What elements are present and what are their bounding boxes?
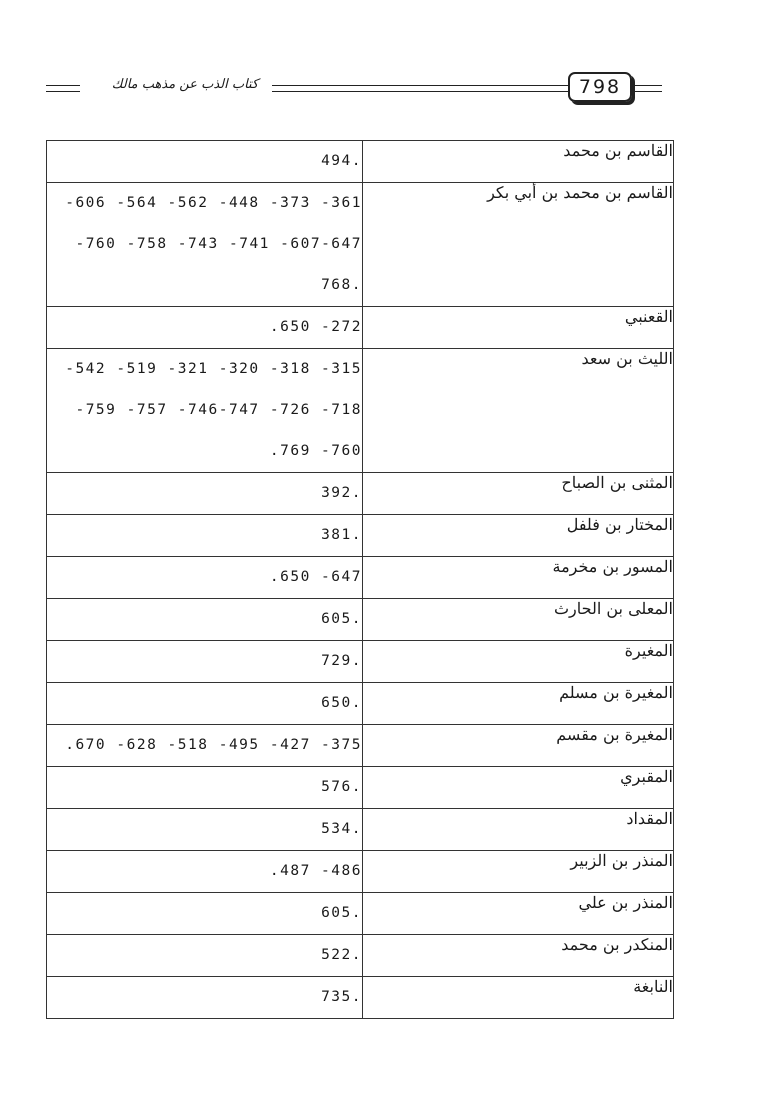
narrator-name: المنكدر بن محمد [363,935,674,977]
narrator-name: الليث بن سعد [363,349,674,473]
narrator-name: المغيرة بن مقسم [363,725,674,767]
page-references [47,725,363,767]
index-row [47,809,674,851]
page-references [47,557,363,599]
book-title: كتاب الذب عن مذهب مالك [111,77,259,92]
page-reference-line: 486- 487. [269,863,362,879]
narrator-name: المغيرة [363,641,674,683]
page-references [47,515,363,557]
narrator-name: المغيرة بن مسلم [363,683,674,725]
page-references [47,683,363,725]
header-rule-left [46,85,80,92]
page-reference-line: .534 [321,821,362,837]
index-row [47,935,674,977]
page-references [47,141,363,183]
page-references [47,767,363,809]
index-row [47,725,674,767]
page-references [47,851,363,893]
index-table-body [47,141,674,1019]
page-references [47,599,363,641]
header-rule-right [634,85,662,92]
narrator-name: المقداد [363,809,674,851]
page-reference-line: .650 [321,695,362,711]
page-reference-line: .605 [321,905,362,921]
index-row [47,977,674,1019]
narrator-name: النابغة [363,977,674,1019]
page-references [47,307,363,349]
page-references [47,935,363,977]
page-references [47,809,363,851]
page-reference-line: .735 [321,989,362,1005]
narrator-name: المنذر بن الزبير [363,851,674,893]
page-references [47,349,363,473]
index-row [47,141,674,183]
narrator-name: القاسم بن محمد [363,141,674,183]
index-row [47,349,674,473]
index-row [47,767,674,809]
narrator-name: المختار بن فلفل [363,515,674,557]
page-references [47,641,363,683]
index-row [47,641,674,683]
page-reference-line: .381 [321,527,362,543]
page-reference-line: 361- 373- 448- 562- 564- 606- [65,195,362,211]
index-row [47,473,674,515]
page-reference-line: 607-647- 741- 743- 758- 760- [75,236,362,252]
narrator-name: المنذر بن علي [363,893,674,935]
page-references [47,473,363,515]
page-reference-line: .729 [321,653,362,669]
header-rule-middle [272,85,568,92]
index-row [47,893,674,935]
page-reference-line: 272- 650. [269,319,362,335]
page-number: 798 [568,72,632,102]
index-row [47,683,674,725]
narrator-name: القاسم بن محمد بن أبي بكر [363,183,674,307]
narrator-name: القعنبي [363,307,674,349]
index-row [47,183,674,307]
index-table [46,140,674,1019]
index-row [47,599,674,641]
index-row [47,515,674,557]
index-row [47,851,674,893]
page-reference-line: .605 [321,611,362,627]
page-reference-line: 375- 427- 495- 518- 628- 670. [65,737,362,753]
index-row [47,557,674,599]
page-reference-line: .392 [321,485,362,501]
page-reference-line: .576 [321,779,362,795]
page-reference-line: 315- 318- 320- 321- 519- 542- [65,361,362,377]
running-header [44,70,664,106]
page-reference-line: .522 [321,947,362,963]
narrator-name: المعلى بن الحارث [363,599,674,641]
page-references [47,183,363,307]
page-reference-line: .768 [321,277,362,293]
narrator-name: المثنى بن الصباح [363,473,674,515]
page-reference-line: 647- 650. [269,569,362,585]
page-references [47,893,363,935]
page-reference-line: 718- 726- 746-747- 757- 759- [75,402,362,418]
page-reference-line: .494 [321,153,362,169]
page-references [47,977,363,1019]
index-row [47,307,674,349]
narrator-name: المسور بن مخرمة [363,557,674,599]
narrator-name: المقبري [363,767,674,809]
page-reference-line: 760- 769. [269,443,362,459]
